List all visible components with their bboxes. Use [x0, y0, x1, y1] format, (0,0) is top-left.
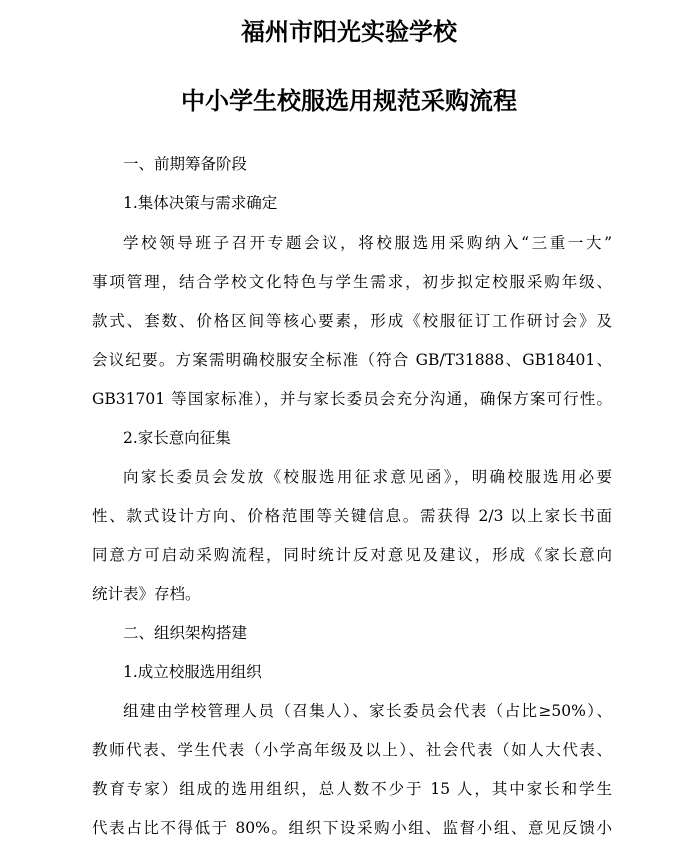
section-heading-2: 二、组织架构搭建 — [123, 624, 248, 642]
school-name-title: 福州市阳光实验学校 — [241, 18, 457, 46]
section-heading-1: 一、前期筹备阶段 — [123, 155, 248, 173]
subsection-heading-2-1: 1.成立校服选用组织 — [123, 663, 262, 681]
paragraph-line: GB31701 等国家标准），并与家长委员会充分沟通，确保方案可行性。 — [92, 390, 612, 408]
paragraph-line: 教师代表、学生代表（小学高年级及以上）、社会代表（如人大代表、 — [92, 741, 612, 759]
paragraph-line: 会议纪要。方案需明确校服安全标准（符合 GB/T31888、GB18401、 — [92, 351, 612, 369]
paragraph-line: 性、款式设计方向、价格范围等关键信息。需获得 2/3 以上家长书面 — [92, 507, 612, 525]
paragraph-line: 同意方可启动采购流程，同时统计反对意见及建议，形成《家长意向 — [92, 546, 612, 564]
paragraph-line: 组建由学校管理人员（召集人）、家长委员会代表（占比≥50%）、 — [123, 702, 612, 720]
paragraph-line: 教育专家）组成的选用组织，总人数不少于 15 人，其中家长和学生 — [92, 780, 612, 798]
subsection-heading-1-2: 2.家长意向征集 — [123, 429, 231, 447]
document-title: 中小学生校服选用规范采购流程 — [181, 87, 517, 115]
paragraph-line: 款式、套数、价格区间等核心要素，形成《校服征订工作研讨会》及 — [92, 312, 612, 330]
paragraph-line: 统计表》存档。 — [92, 585, 201, 603]
paragraph-line: 代表占比不得低于 80%。组织下设采购小组、监督小组、意见反馈小 — [92, 819, 612, 837]
paragraph-line: 事项管理，结合学校文化特色与学生需求，初步拟定校服采购年级、 — [92, 273, 612, 291]
subsection-heading-1-1: 1.集体决策与需求确定 — [123, 194, 278, 212]
paragraph-line: 向家长委员会发放《校服选用征求意见函》，明确校服选用必要 — [123, 468, 612, 486]
paragraph-line: 学校领导班子召开专题会议，将校服选用采购纳入“三重一大” — [123, 234, 612, 252]
